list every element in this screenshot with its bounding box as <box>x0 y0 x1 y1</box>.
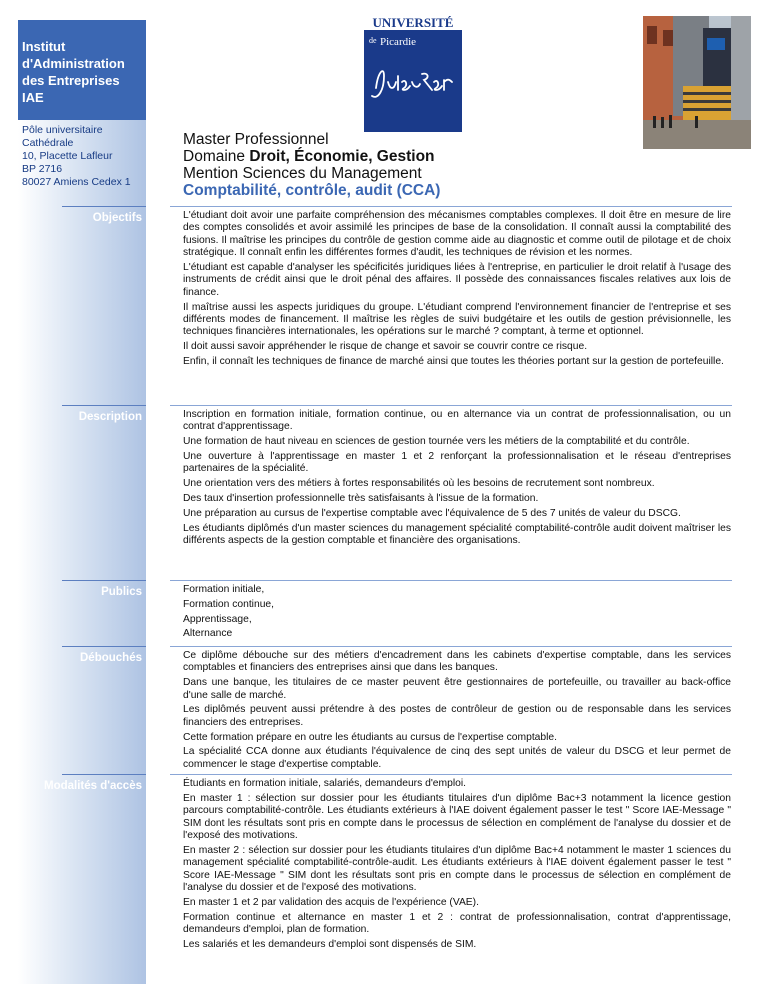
paragraph: Enfin, il connaît les techniques de finance de marché ainsi que toutes les théories portant sur la gestion de portefeuille. <box>183 356 724 368</box>
program-domain-prefix: Domaine <box>183 148 250 165</box>
section-label-description: Description <box>78 411 142 423</box>
section-divider <box>62 774 146 775</box>
paragraph: Une formation de haut niveau en sciences de gestion tournée vers les métiers de la comptabilité et du contrôle. <box>183 436 690 448</box>
paragraph: Formation continue et alternance en master 1 et 2 : contrat de professionnalisation, contrat d'apprentissage, demandeurs d'emploi, plan de formation. <box>183 911 731 936</box>
paragraph: En master 1 : sélection sur dossier pour les étudiants titulaires d'un diplôme Bac+3 notamment la licence gestion parcours comptabilité-contrôle. Les étudiants extérieurs à l'IAE doivent également passer le test " Score IAE-Message " SIM dont les résultats sont pris en compte dans le processus de sélection en complément de l'analyse du dossier et de l'exposé des motivations. <box>183 792 731 842</box>
section-body-modalites <box>183 778 731 954</box>
section-rule <box>170 646 732 647</box>
program-domain <box>183 148 440 165</box>
section-rule <box>170 206 732 207</box>
paragraph: Il doit aussi savoir appréhender le risque de change et savoir se couvrir contre ce risque. <box>183 341 588 353</box>
section-body-objectifs <box>183 210 731 371</box>
paragraph: Les étudiants diplômés d'un master sciences du management spécialité comptabilité-contrôle audit doivent maîtriser les différents aspects de la gestion comptable et financière des organisations. <box>183 522 731 546</box>
program-mention: Mention Sciences du Management <box>183 165 422 182</box>
paragraph: Il maîtrise aussi les aspects juridiques du groupe. L'étudiant comprend l'environnement financier de l'entreprise et ses différents modes de financement. Il maîtrise les règles de suivi budgétaire et les outils de gestion prévisionnelle, les techniques financières internationales, les opérations sur le marché ? comptant, à terme et optionnel. <box>183 301 731 338</box>
paragraph: Ce diplôme débouche sur des métiers d'encadrement dans les cabinets d'expertise comptable, dans les services comptables et financiers des entreprises ainsi que dans les banques. <box>183 650 731 674</box>
paragraph: Formation initiale, <box>183 584 265 595</box>
section-divider <box>62 646 146 647</box>
institution-address: Pôle universitaire Cathédrale 10, Placette Lafleur BP 2716 80027 Amiens Cedex 1 <box>22 124 131 188</box>
section-body-debouches <box>183 650 731 774</box>
paragraph: L'étudiant doit avoir une parfaite compréhension des mécanismes comptables complexes. Il doit être en mesure de lire des comptes consolidés et avoir assimilé les principes de base de la consolidation. Il connaît aussi la comptabilité des fusions. Il maîtrise les principes du contrôle de gestion comme aide au diagnostic et comme outil de pilotage et de choix stratégique. Il connaît enfin les différentes formes d'audit, les techniques de révision et les normes. <box>183 210 731 259</box>
section-body-description <box>183 409 731 550</box>
institution-name: Institut d'Administration des Entreprises IAE <box>22 39 125 105</box>
paragraph: En master 2 : sélection sur dossier pour les étudiants titulaires d'un diplôme Bac+4 notamment le master 1 sciences du management spécialité comptabilité-contrôle-audit. Les étudiants extérieurs à l'IAE doivent également passer le test " Score IAE-Message " SIM dont les résultats sont pris en compte dans le processus de sélection en complément de l'analyse du dossier et de l'exposé des motivations. <box>183 844 731 894</box>
photo-window <box>663 30 673 46</box>
program-domain-name: Droit, Économie, Gestion <box>249 148 435 165</box>
section-rule <box>170 405 732 406</box>
section-body-publics <box>183 584 731 643</box>
section-rule <box>170 580 732 581</box>
paragraph: Alternance <box>183 628 233 640</box>
logo-de: de <box>369 36 377 45</box>
paragraph: La spécialité CCA donne aux étudiants l'équivalence de cinq des sept unités de valeur du DSCG et leur permet de commencer le stage d'expertise comptable. <box>183 746 731 770</box>
sidebar-gradient <box>18 120 146 984</box>
section-label-objectifs: Objectifs <box>92 212 142 224</box>
paragraph: Les salariés et les demandeurs d'emploi sont dispensés de SIM. <box>183 938 477 950</box>
photo-blue-sign <box>707 38 725 50</box>
photo-window <box>647 26 657 44</box>
section-label-publics: Publics <box>101 586 142 598</box>
paragraph: Une préparation au cursus de l'expertise comptable avec l'équivalence de 5 des 7 unités de valeur du DSCG. <box>183 507 681 519</box>
paragraph: Les diplômés peuvent aussi prétendre à des postes de contrôleur de gestion ou de responsable dans les services financiers des entreprises. <box>183 704 731 728</box>
paragraph: En master 1 et 2 par validation des acquis de l'expérience (VAE). <box>183 896 479 908</box>
paragraph: Cette formation prépare en outre les étudiants au cursus de l'expertise comptable. <box>183 731 558 743</box>
paragraph: Une orientation vers des métiers à fortes responsabilités où les besoins de recrutement sont nombreux. <box>183 478 655 490</box>
section-label-modalites: Modalités d'accès <box>44 780 142 792</box>
paragraph: Formation continue, <box>183 598 275 610</box>
section-divider <box>62 206 146 207</box>
logo-region: Picardie <box>380 36 417 48</box>
section-divider <box>62 580 146 581</box>
section-rule <box>170 774 732 775</box>
building-photo <box>643 16 751 149</box>
paragraph: Une ouverture à l'apprentissage en master 1 et 2 renforçant la professionnalisation et le réseau d'entreprises partenaires de la spécialité. <box>183 451 731 475</box>
program-header <box>183 131 440 199</box>
program-degree: Master Professionnel <box>183 131 329 148</box>
paragraph: Inscription en formation initiale, formation continue, ou en alternance via un contrat de professionnalisation, ou un contrat d'apprentissage. <box>183 409 731 433</box>
paragraph: Apprentissage, <box>183 613 252 625</box>
paragraph: L'étudiant est capable d'analyser les spécificités juridiques liées à l'entreprise, en particulier le droit relatif à l'usage des instruments de crédit ainsi que le droit pénal des affaires. Il possède des connaissances fiscales relatives aux lois de finance. <box>183 262 731 298</box>
program-specialty: Comptabilité, contrôle, audit (CCA) <box>183 182 441 199</box>
logo-top-text: UNIVERSITÉ <box>372 16 454 30</box>
paragraph: Des taux d'insertion professionnelle très satisfaisants à l'issue de la formation. <box>183 493 539 504</box>
paragraph: Dans une banque, les titulaires de ce master peuvent être gestionnaires de portefeuille, ou travailler au back-office d'une salle de marché. <box>183 677 731 701</box>
section-divider <box>62 405 146 406</box>
paragraph: Étudiants en formation initiale, salariés, demandeurs d'emploi. <box>183 778 466 789</box>
university-logo <box>364 16 462 132</box>
section-label-debouches: Débouchés <box>80 652 142 664</box>
